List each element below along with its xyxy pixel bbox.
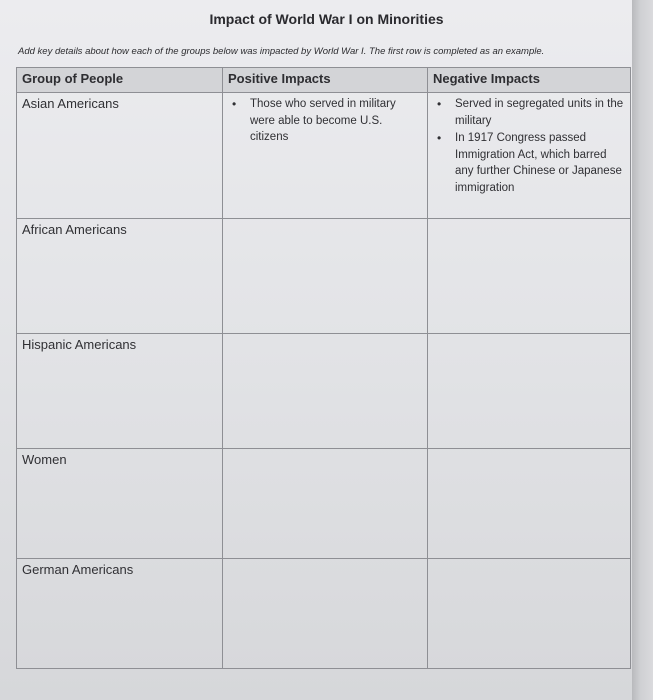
negative-cell-african-americans[interactable] xyxy=(428,219,631,334)
group-cell-hispanic-americans: Hispanic Americans xyxy=(17,334,223,449)
worksheet-title: Impact of World War I on Minorities xyxy=(209,11,444,27)
page-edge xyxy=(632,0,653,700)
group-cell-asian-americans: Asian Americans xyxy=(17,93,223,219)
bullet-item: • Those who served in military were able to become U.S. citizens xyxy=(250,96,422,146)
positive-cell-women[interactable] xyxy=(223,449,428,559)
bullet-item: • Served in segregated units in the military xyxy=(455,96,625,129)
negative-cell-asian-americans[interactable] xyxy=(428,93,631,219)
table-row xyxy=(17,219,631,334)
negative-cell-women[interactable] xyxy=(428,449,631,559)
positive-cell-african-americans[interactable] xyxy=(223,219,428,334)
positive-cell-hispanic-americans[interactable] xyxy=(223,334,428,449)
positive-cell-german-americans[interactable] xyxy=(223,559,428,669)
table-row xyxy=(17,334,631,449)
negative-cell-german-americans[interactable] xyxy=(428,559,631,669)
negative-cell-hispanic-americans[interactable] xyxy=(428,334,631,449)
table-row xyxy=(17,559,631,669)
bullet-item: • In 1917 Congress passed Immigration Act, which barred any further Chinese or Japanese immigration xyxy=(455,130,625,196)
table-header-row xyxy=(17,68,631,93)
instructions-text: Add key details about how each of the groups below was impacted by World War I. The first row is completed as an example. xyxy=(18,46,545,57)
header-group-of-people: Group of People xyxy=(17,68,223,93)
group-cell-african-americans: African Americans xyxy=(17,219,223,334)
header-positive-impacts: Positive Impacts xyxy=(223,68,428,93)
table-row xyxy=(17,93,631,219)
group-cell-women: Women xyxy=(17,449,223,559)
table-row xyxy=(17,449,631,559)
group-cell-german-americans: German Americans xyxy=(17,559,223,669)
header-negative-impacts: Negative Impacts xyxy=(428,68,631,93)
positive-cell-asian-americans[interactable] xyxy=(223,93,428,219)
impacts-table xyxy=(16,67,631,669)
